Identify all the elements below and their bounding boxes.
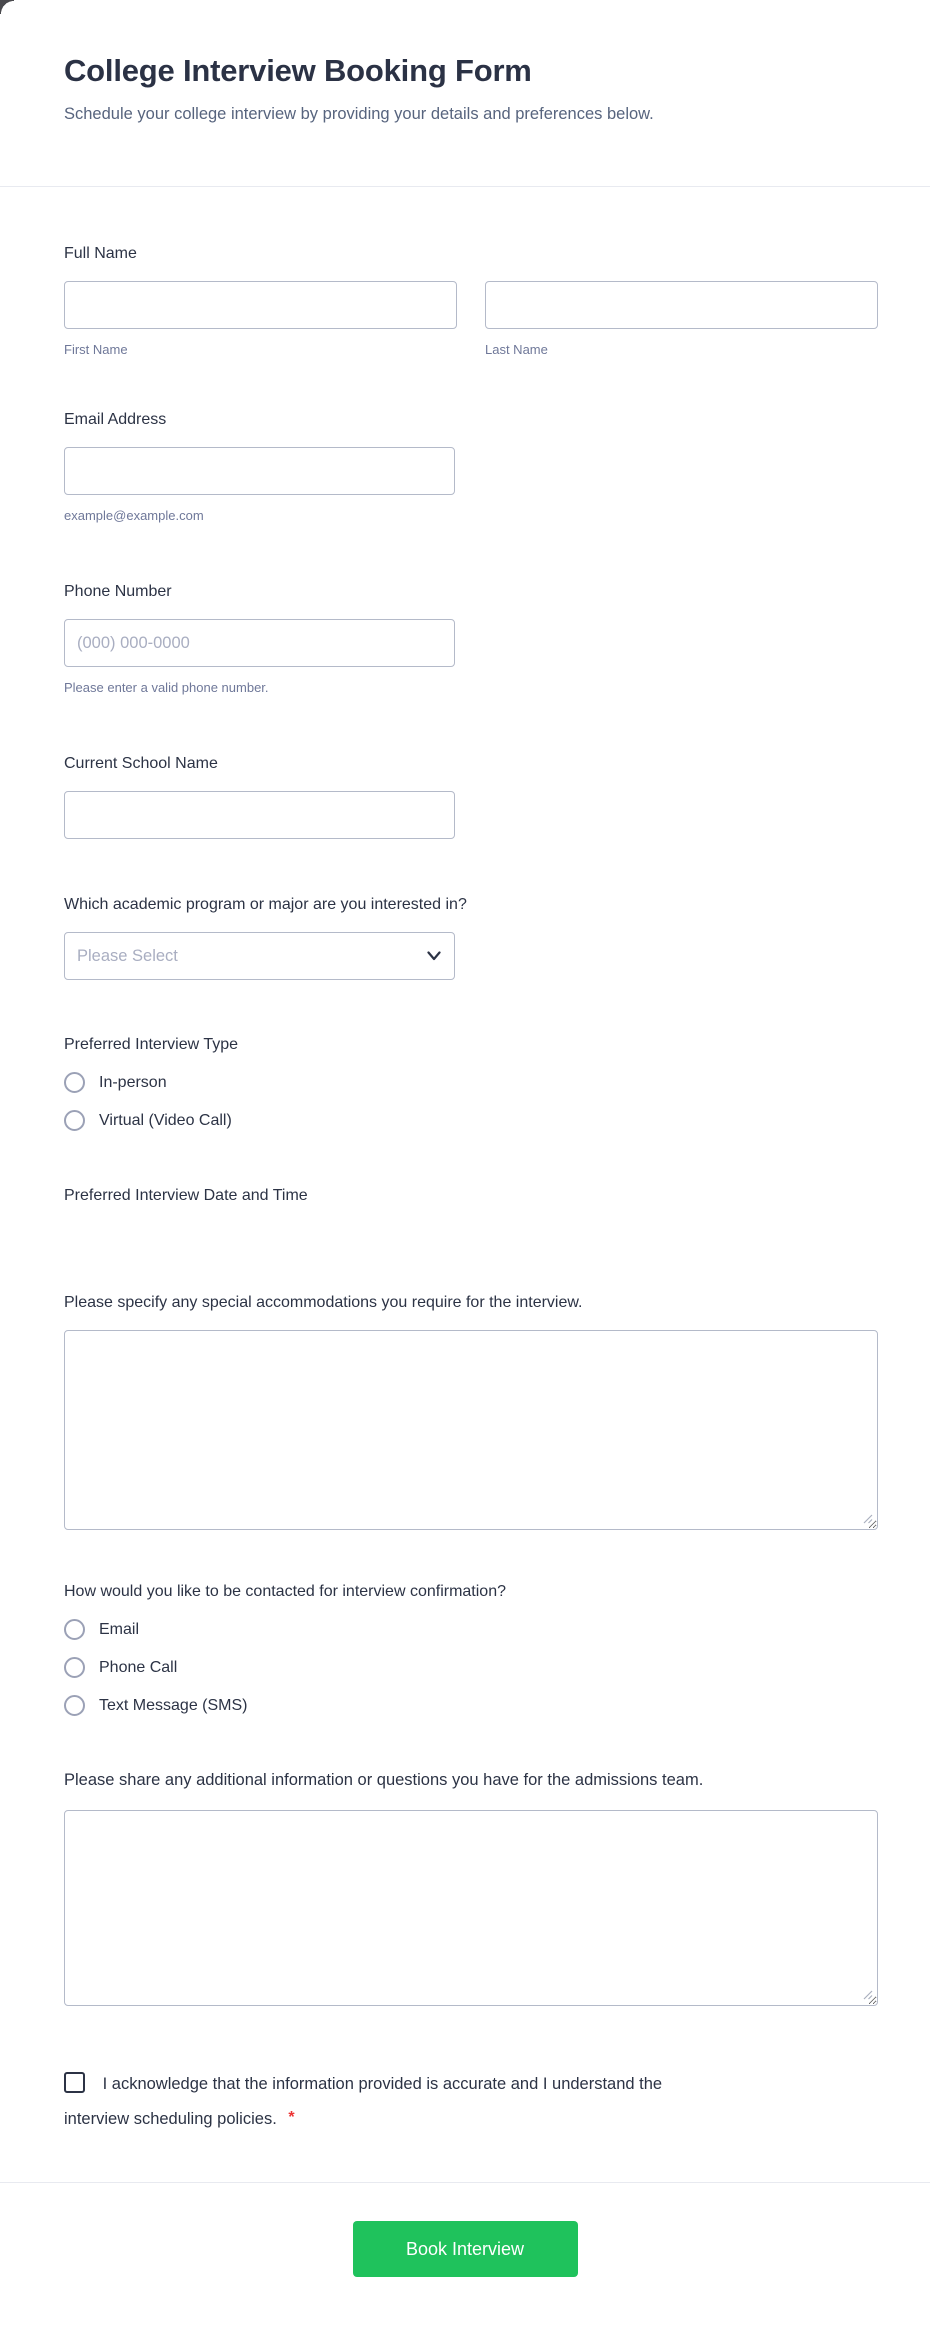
contact-phone-radio-label: Phone Call — [99, 1659, 178, 1676]
additional-info-textarea[interactable] — [64, 1810, 878, 2006]
email-input[interactable] — [64, 447, 455, 495]
book-interview-button[interactable]: Book Interview — [353, 2221, 578, 2277]
email-sublabel: example@example.com — [64, 508, 204, 523]
full-name-row — [64, 281, 878, 358]
field-phone — [64, 582, 878, 696]
contact-sms-radio-label: Text Message (SMS) — [99, 1697, 248, 1714]
additional-info-label: Please share any additional information or questions you have for the admissions team. — [64, 1771, 704, 1789]
field-program — [64, 895, 878, 980]
interview-type-label: Preferred Interview Type — [64, 1036, 239, 1053]
in-person-radio[interactable] — [64, 1072, 85, 1093]
last-name-col — [485, 281, 878, 358]
program-select[interactable] — [64, 932, 455, 980]
first-name-input[interactable] — [64, 281, 457, 329]
contact-email-radio[interactable] — [64, 1619, 85, 1640]
school-label: Current School Name — [64, 755, 218, 772]
last-name-input[interactable] — [485, 281, 878, 329]
school-input[interactable] — [64, 791, 455, 839]
interview-type-option-in-person — [64, 1072, 878, 1093]
phone-sublabel: Please enter a valid phone number. — [64, 680, 269, 695]
contact-option-email — [64, 1619, 878, 1640]
email-label: Email Address — [64, 411, 167, 428]
field-datetime — [64, 1186, 878, 1293]
datetime-empty-area — [64, 1223, 878, 1293]
field-full-name — [64, 244, 878, 358]
phone-input[interactable] — [64, 619, 455, 667]
program-label: Which academic program or major are you interested in? — [64, 896, 467, 913]
field-accommodations — [64, 1293, 878, 1530]
page-title: College Interview Booking Form — [64, 53, 532, 88]
field-email — [64, 410, 878, 524]
contact-email-radio-label: Email — [99, 1621, 140, 1638]
accommodations-textarea[interactable] — [64, 1330, 878, 1530]
interview-type-option-virtual — [64, 1110, 878, 1131]
field-interview-type — [64, 1035, 878, 1131]
contact-method-label: How would you like to be contacted for interview confirmation? — [64, 1583, 506, 1600]
form-body — [0, 187, 930, 2136]
contact-sms-radio[interactable] — [64, 1695, 85, 1716]
program-select-wrap — [64, 932, 455, 980]
field-acknowledgement — [64, 2068, 684, 2136]
field-additional-info — [64, 1768, 878, 2006]
contact-option-sms — [64, 1695, 878, 1716]
form-footer — [0, 2183, 930, 2328]
virtual-radio[interactable] — [64, 1110, 85, 1131]
form-header — [0, 0, 930, 126]
full-name-label: Full Name — [64, 245, 137, 262]
contact-phone-radio[interactable] — [64, 1657, 85, 1678]
acknowledgement-label: I acknowledge that the information provided is accurate and I understand the interview scheduling policies. — [64, 2075, 663, 2128]
page-subtitle: Schedule your college interview by providing your details and preferences below. — [64, 105, 654, 123]
accommodations-label: Please specify any special accommodations you require for the interview. — [64, 1294, 583, 1311]
first-name-col — [64, 281, 457, 358]
additional-info-textarea-wrap — [64, 1810, 878, 2006]
phone-label: Phone Number — [64, 583, 172, 600]
datetime-label: Preferred Interview Date and Time — [64, 1187, 308, 1204]
contact-option-phone — [64, 1657, 878, 1678]
field-school — [64, 754, 878, 839]
field-contact-method — [64, 1582, 878, 1716]
accommodations-textarea-wrap — [64, 1330, 878, 1530]
in-person-radio-label: In-person — [99, 1074, 167, 1091]
last-name-sublabel: Last Name — [485, 342, 548, 357]
virtual-radio-label: Virtual (Video Call) — [99, 1112, 232, 1129]
first-name-sublabel: First Name — [64, 342, 128, 357]
required-asterisk: * — [288, 2109, 295, 2126]
acknowledgement-checkbox[interactable] — [64, 2072, 85, 2093]
